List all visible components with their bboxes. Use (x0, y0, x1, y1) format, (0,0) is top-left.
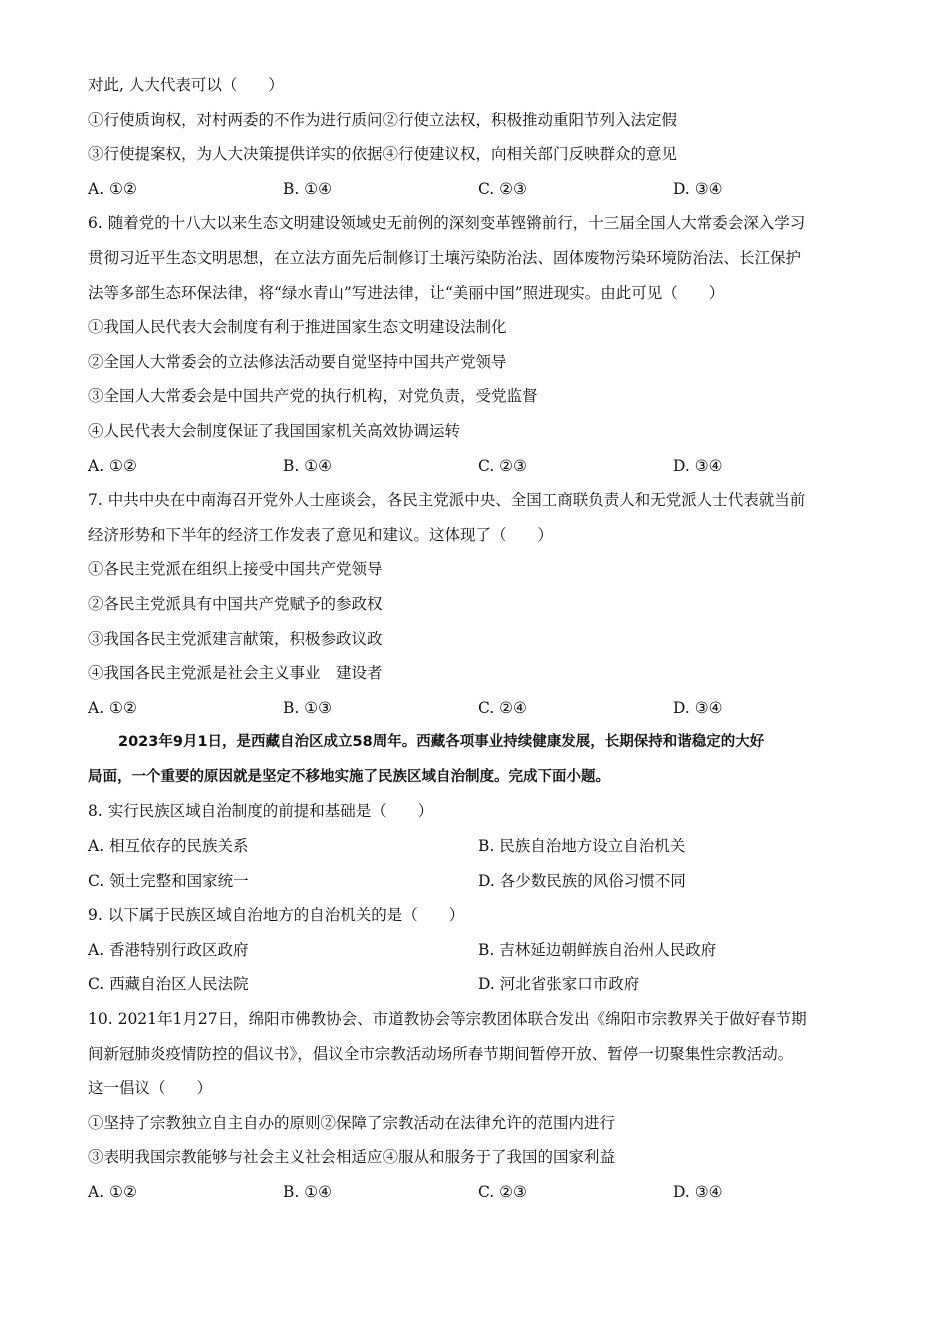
q6-choice-b[interactable]: B. ①④ (283, 456, 333, 475)
q8-choices-row-1 (88, 829, 868, 864)
q5-choice-d[interactable]: D. ③④ (673, 179, 723, 198)
q8-choice-c[interactable]: C. 领土完整和国家统一 (88, 871, 249, 890)
q9-choice-d[interactable]: D. 河北省张家口市政府 (478, 975, 640, 994)
q5-choice-b[interactable]: B. ①④ (283, 179, 333, 198)
q9-choices-row-2 (88, 967, 868, 1002)
exam-page (88, 68, 868, 1210)
q8-choice-d[interactable]: D. 各少数民族的风俗习惯不同 (478, 871, 686, 890)
q10-stem-line-3: 这一倡议（ ） (88, 1079, 213, 1098)
q7-choice-a[interactable]: A. ①② (88, 698, 137, 717)
q9-choice-b[interactable]: B. 吉林延边朝鲜族自治州人民政府 (478, 940, 717, 959)
q9-choice-c[interactable]: C. 西藏自治区人民法院 (88, 975, 249, 994)
q10-choice-c[interactable]: C. ②③ (478, 1183, 527, 1201)
q7-choice-d[interactable]: D. ③④ (673, 698, 723, 717)
q6-stem-line-1: 6. 随着党的十八大以来生态文明建设领域史无前例的深刻变革铿锵前行，十三届全国人大常委会深入学习 (88, 214, 806, 233)
q7-stem-line-2: 经济形势和下半年的经济工作发表了意见和建议。这体现了（ ） (88, 525, 554, 544)
q5-choice-a[interactable]: A. ①② (88, 179, 137, 198)
q8-choices-row-2 (88, 864, 868, 899)
q9-choice-a[interactable]: A. 香港特别行政区政府 (88, 940, 249, 959)
q10-choice-b[interactable]: B. ①④ (283, 1183, 333, 1201)
q7-choices (88, 691, 868, 726)
q7-choice-b[interactable]: B. ①③ (283, 698, 333, 717)
q10-choice-a[interactable]: A. ①② (88, 1183, 137, 1201)
q9-stem: 9. 以下属于民族区域自治地方的自治机关的是（ ） (88, 906, 465, 925)
q6-choice-a[interactable]: A. ①② (88, 456, 137, 475)
passage-line-2: 局面，一个重要的原因就是坚定不移地实施了民族区域自治制度。完成下面小题。 (88, 768, 610, 785)
q10-option-line-1: ①坚持了宗教独立自主自办的原则②保障了宗教活动在法律允许的范围内进行 (88, 1113, 616, 1132)
q6-choices (88, 449, 868, 484)
q7-choice-c[interactable]: C. ②④ (478, 698, 527, 717)
q8-choice-b[interactable]: B. 民族自治地方设立自治机关 (478, 837, 686, 856)
passage-line-1: 2023年9月1日，是西藏自治区成立58周年。西藏各项事业持续健康发展，长期保持和谐稳定的大好 (118, 734, 765, 751)
q10-choice-d[interactable]: D. ③④ (673, 1183, 723, 1201)
q7-stem-line-1: 7. 中共中央在中南海召开党外人士座谈会，各民主党派中央、全国工商联负责人和无党派人士代表就当前 (88, 491, 806, 510)
q6-stem-line-3: 法等多部生态环保法律，将“绿水青山”写进法律，让“美丽中国”照进现实。由此可见（ ） (88, 283, 725, 302)
q10-option-line-2: ③表明我国宗教能够与社会主义社会相适应④服从和服务于了我国的国家利益 (88, 1148, 616, 1167)
q5-option-line-2: ③行使提案权，为人大决策提供详实的依据④行使建议权，向相关部门反映群众的意见 (88, 145, 678, 164)
q7-option-1: ①各民主党派在组织上接受中国共产党领导 (88, 560, 383, 579)
q6-choice-c[interactable]: C. ②③ (478, 456, 527, 475)
q10-choices (88, 1175, 868, 1210)
q5-choice-c[interactable]: C. ②③ (478, 179, 527, 198)
q5-option-line-1: ①行使质询权，对村两委的不作为进行质问②行使立法权，积极推动重阳节列入法定假 (88, 110, 678, 129)
q5-stem-tail: 对此, 人大代表可以（ ） (88, 76, 284, 94)
q6-option-2: ②全国人大常委会的立法修法活动要自觉坚持中国共产党领导 (88, 352, 507, 371)
q8-stem: 8. 实行民族区域自治制度的前提和基础是（ ） (88, 802, 434, 821)
q7-option-4: ④我国各民主党派是社会主义事业 建设者 (88, 664, 383, 683)
q6-option-4: ④人民代表大会制度保证了我国国家机关高效协调运转 (88, 421, 461, 440)
q7-option-2: ②各民主党派具有中国共产党赋予的参政权 (88, 594, 383, 613)
q5-choices (88, 172, 868, 207)
q6-option-3: ③全国人大常委会是中国共产党的执行机构，对党负责，受党监督 (88, 387, 538, 406)
q6-choice-d[interactable]: D. ③④ (673, 456, 723, 475)
q8-choice-a[interactable]: A. 相互依存的民族关系 (88, 837, 249, 856)
q6-option-1: ①我国人民代表大会制度有利于推进国家生态文明建设法制化 (88, 318, 507, 337)
q10-stem-line-2: 间新冠肺炎疫情防控的倡议书》，倡议全市宗教活动场所春节期间暂停开放、暂停一切聚集性宗教活动。 (88, 1044, 794, 1063)
q10-stem-line-1: 10. 2021年1月27日，绵阳市佛教协会、市道教协会等宗教团体联合发出《绵阳市宗教界关于做好春节期 (88, 1010, 807, 1029)
q6-stem-line-2: 贯彻习近平生态文明思想，在立法方面先后制修订土壤污染防治法、固体废物污染环境防治法、长江保护 (88, 248, 802, 267)
q9-choices-row-1 (88, 933, 868, 968)
q7-option-3: ③我国各民主党派建言献策，积极参政议政 (88, 629, 383, 648)
